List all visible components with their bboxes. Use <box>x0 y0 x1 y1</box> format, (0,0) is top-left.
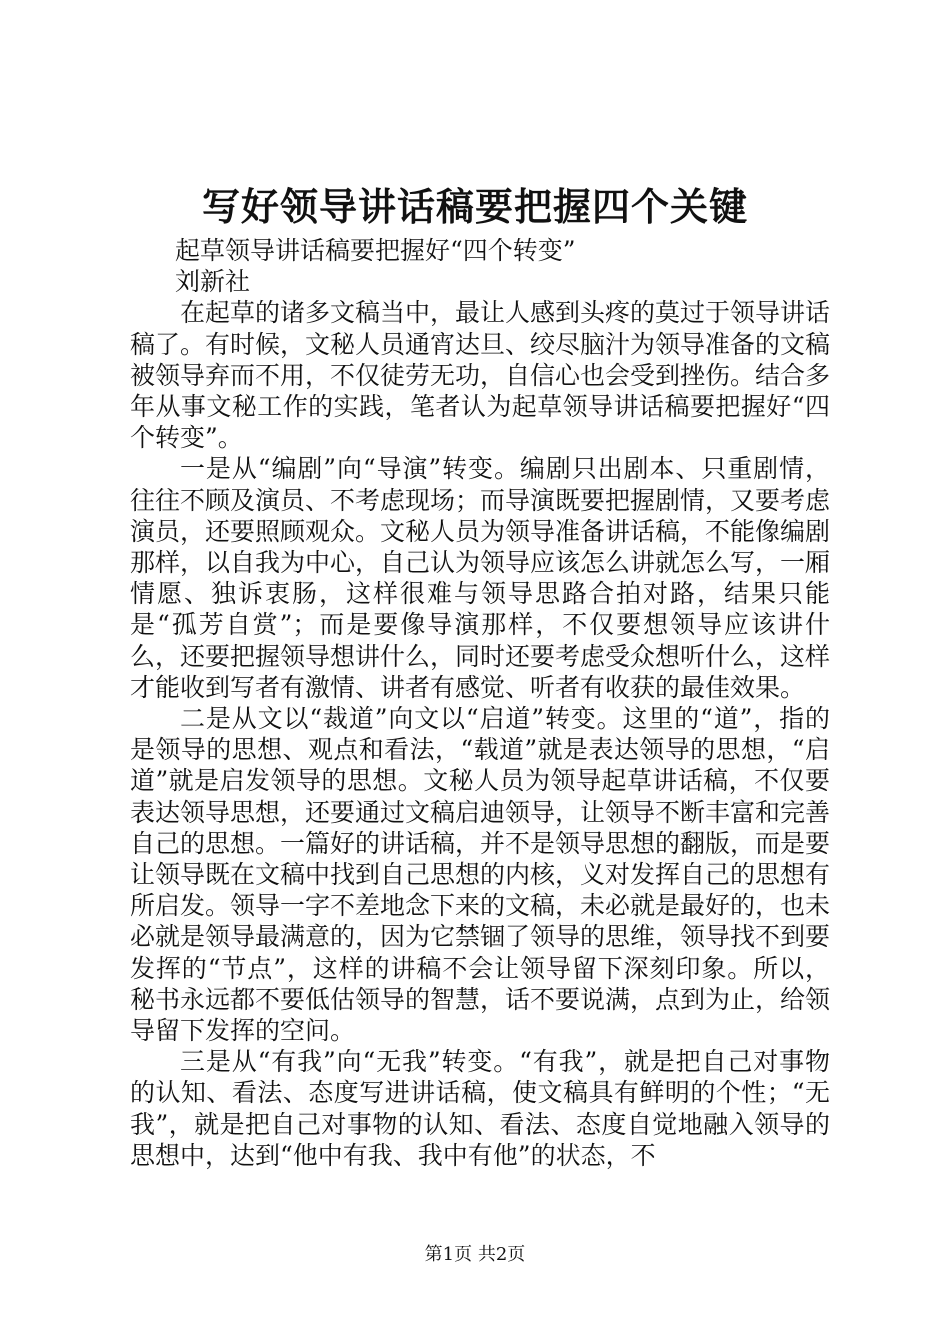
page-number-footer: 第1页 共2页 <box>424 1244 526 1265</box>
paragraph-point-two: 二是从文以“裁道”向文以“启道”转变。这里的“道”，指的是领导的思想、观点和看法，“载道”就是表达领导的思想，“启道”就是启发领导的思想。文秘人员为领导起草讲话稿，不仅要表达领导思想，还要通过文稿启迪领导，让领导不断丰富和完善自己的思想。一篇好的讲话稿，并不是领导思想的翻版，而是要让领导既在文稿中找到自己思想的内核，义对发挥自己的思想有所启发。领导一字不差地念下来的文稿，未必就是最好的，也未必就是领导最满意的，因为它禁锢了领导的思维，领导找不到要发挥的“节点”，这样的讲稿不会让领导留下深刻印象。所以，秘书永远都不要低估领导的智慧，话不要说满，点到为止，给领导留下发挥的空问。 <box>130 704 831 1046</box>
document-body <box>130 235 830 1171</box>
paragraph-intro: 在起草的诸多文稿当中，最让人感到头疼的莫过于领导讲话稿了。有时候，文秘人员通宵达旦、绞尽脑汁为领导准备的文稿被领导弃而不用，不仅徒劳无功，自信心也会受到挫伤。结合多年从事文秘工作的实践，笔者认为起草领导讲话稿要把握好“四个转变”。 <box>130 298 831 453</box>
document-author: 刘新社 <box>175 267 251 297</box>
paragraph-point-three: 三是从“有我”向“无我”转变。“有我”，就是把自己对事物的认知、看法、态度写进讲话稿，使文稿具有鲜明的个性；“无我”，就是把自己对事物的认知、看法、态度自觉地融入领导的思想中，达到“他中有我、我中有他”的状态，不 <box>130 1047 830 1170</box>
document-subtitle: 起草领导讲话稿要把握好“四个转变” <box>175 236 576 265</box>
document-title: 写好领导讲话稿要把握四个关键 <box>201 184 748 229</box>
paragraph-point-one: 一是从“编剧”向“导演”转变。编剧只出剧本、只重剧情，往往不顾及演员、不考虑现场；而导演既要把握剧情，又要考虑演员，还要照顾观众。文秘人员为领导准备讲话稿，不能像编剧那样，以自我为中心，自己认为领导应该怎么讲就怎么写，一厢情愿、独诉衷肠，这样很难与领导思路合拍对路，结果只能是“孤芳自赏”；而是要像导演那样，不仅要想领导应该讲什么，还要把握领导想讲什么，同时还要考虑受众想听什么，这样才能收到写者有激情、讲者有感觉、听者有收获的最佳效果。 <box>130 454 831 702</box>
